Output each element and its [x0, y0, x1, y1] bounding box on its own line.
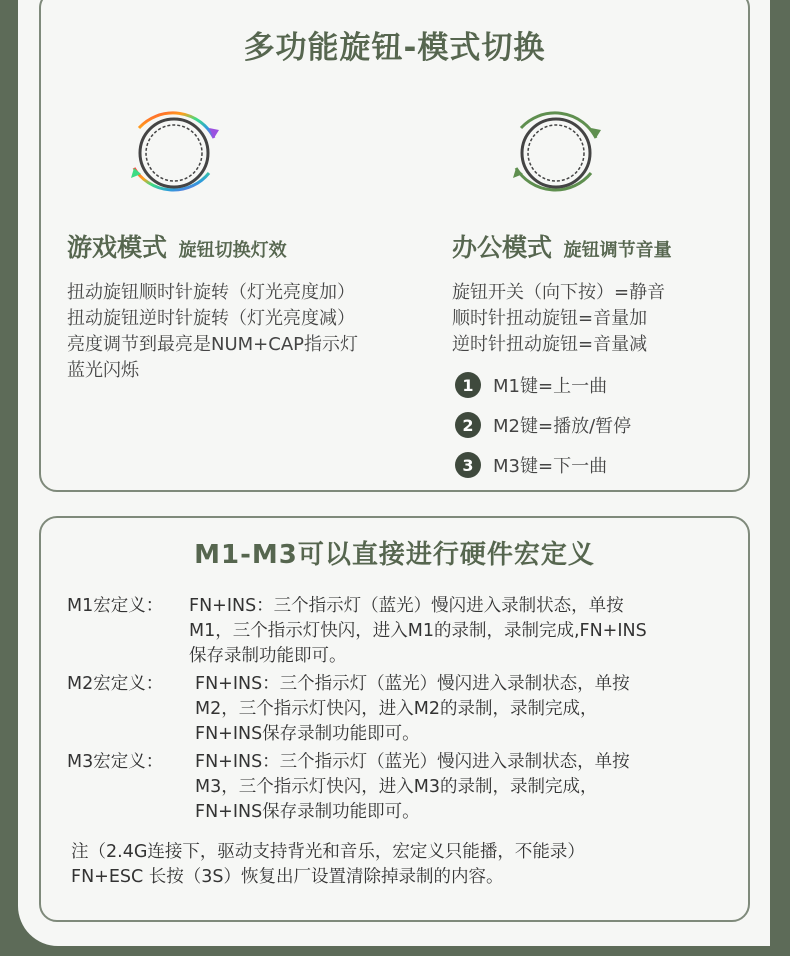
description-line: 扭动旋钮顺时针旋转（灯光亮度加）: [67, 282, 355, 303]
game-mode-title: 游戏模式: [67, 233, 168, 262]
macro-line: M1，三个指示灯快闪，进入M1的录制，录制完成,FN+INS: [189, 621, 647, 641]
note-line: FN+ESC 长按（3S）恢复出厂设置清除掉录制的内容。: [71, 867, 504, 887]
macro-text: [195, 672, 630, 747]
macro-line: FN+INS保存录制功能即可。: [195, 724, 420, 744]
m-key-text: M3键=下一曲: [493, 456, 608, 477]
description-line: 蓝光闪烁: [67, 360, 139, 381]
description-line: 扭动旋钮逆时针旋转（灯光亮度减）: [67, 308, 355, 329]
note-line: 注（2.4G连接下，驱动支持背光和音乐，宏定义只能播，不能录）: [71, 842, 585, 862]
section-title: M1-M3可以直接进行硬件宏定义: [194, 540, 595, 570]
macro-line: M2，三个指示灯快闪，进入M2的录制，录制完成，: [195, 699, 598, 719]
macro-line: FN+INS：三个指示灯（蓝光）慢闪进入录制状态，单按: [195, 674, 630, 694]
number-badge: 1: [455, 372, 481, 398]
game-mode-heading: [67, 228, 287, 264]
macro-line: FN+INS：三个指示灯（蓝光）慢闪进入录制状态，单按: [195, 752, 630, 772]
macro-card: [39, 516, 750, 922]
office-mode-title: 办公模式: [452, 233, 553, 262]
macro-line: FN+INS保存录制功能即可。: [195, 802, 420, 822]
macro-label: M1宏定义：: [67, 596, 164, 616]
macro-line: M3，三个指示灯快闪，进入M3的录制，录制完成，: [195, 777, 598, 797]
green-knob-icon: [501, 98, 611, 208]
m-key-list: [455, 365, 631, 485]
description-line: 旋钮开关（向下按）=静音: [452, 282, 666, 303]
macro-line: 保存录制功能即可。: [189, 646, 347, 666]
description-line: 逆时针扭动旋钮=音量减: [452, 334, 648, 355]
section-title: 多功能旋钮-模式切换: [243, 30, 546, 66]
macro-text: [189, 594, 647, 669]
macro-label: M2宏定义：: [67, 674, 164, 694]
m-key-text: M2键=播放/暂停: [493, 416, 632, 437]
number-badge: 3: [455, 452, 481, 478]
game-mode-description: [67, 280, 358, 384]
office-mode-heading: [452, 228, 672, 264]
game-mode-subtitle: 旋钮切换灯效: [178, 240, 287, 261]
office-mode-description: [452, 280, 665, 358]
description-line: 亮度调节到最亮是NUM+CAP指示灯: [67, 334, 358, 355]
macro-text: [195, 750, 630, 825]
m-key-text: M1键=上一曲: [493, 376, 608, 397]
macro-label: M3宏定义：: [67, 752, 164, 772]
m-key-item: [455, 365, 631, 405]
macro-line: FN+INS：三个指示灯（蓝光）慢闪进入录制状态，单按: [189, 596, 624, 616]
rgb-knob-icon: [119, 98, 229, 208]
m-key-item: [455, 405, 631, 445]
knob-modes-card: [39, 0, 750, 492]
office-mode-subtitle: 旋钮调节音量: [563, 240, 672, 261]
note-text: [71, 840, 585, 890]
number-badge: 2: [455, 412, 481, 438]
description-line: 顺时针扭动旋钮=音量加: [452, 308, 648, 329]
m-key-item: [455, 445, 631, 485]
